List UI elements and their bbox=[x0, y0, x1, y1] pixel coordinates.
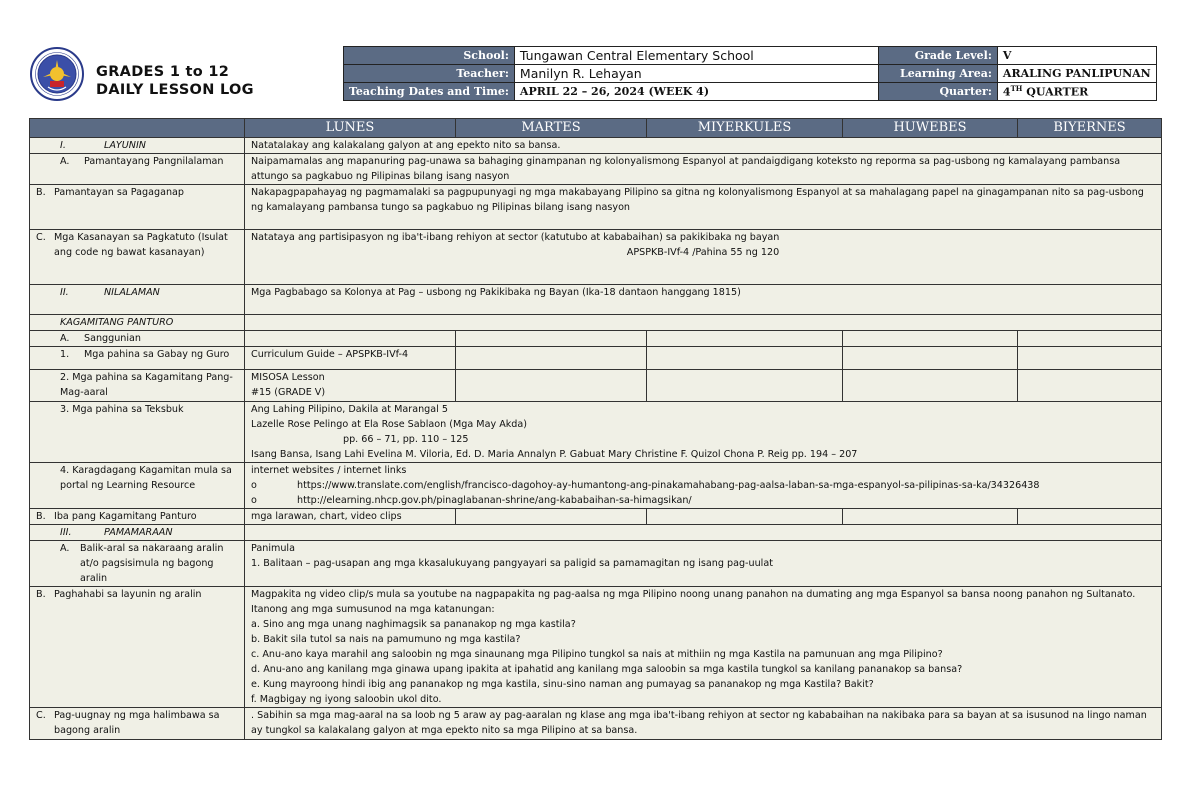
text-pag-uugnay: . Sabihin sa mga mag-aaral na sa loob ng 5 araw ay pag-aaralan ng klase ang mga iba't-ibang rehiyon at sector ng kababaihan na nakibaka para sa bayan at sa isusunod na lingo naman ay tungkol sa kalakalang galyon at mga epekto nito sa mga Pilipino at sa bansa. bbox=[245, 708, 1162, 740]
row-paghahabi bbox=[30, 587, 1162, 708]
label-iba-pang-kagamitan: B. Iba pang Kagamitang Panturo bbox=[30, 509, 245, 525]
label-balik-aral: A. Balik-aral sa nakaraang aralin at/o pagsisimula ng bagong aralin bbox=[30, 541, 245, 587]
text-kagamitang-pang-mag-aaral: MISOSA Lesson #15 (GRADE V) bbox=[245, 370, 456, 402]
row-pamantayan-pagganap bbox=[30, 185, 1162, 230]
quarter-label: Quarter: bbox=[878, 83, 997, 101]
teacher-value: Manilyn R. Lehayan bbox=[514, 65, 878, 83]
text-balik-aral: Panimula 1. Balitaan – pag-usapan ang mga kkasalukuyang pangyayari sa paligid sa pamamagitan ng isang pag-uulat bbox=[245, 541, 1162, 587]
day-biyernes: BIYERNES bbox=[1018, 119, 1162, 138]
teaching-dates-label: Teaching Dates and Time: bbox=[344, 83, 515, 101]
header-info-table bbox=[343, 46, 1157, 101]
row-teksbuk bbox=[30, 402, 1162, 463]
quarter-number: 4 bbox=[1002, 85, 1011, 99]
label-pamantayan-pagganap: B. Pamantayan sa Pagaganap bbox=[30, 185, 245, 230]
label-nilalaman: II. NILALAMAN bbox=[30, 285, 245, 315]
text-kasanayan: Natataya ang partisipasyon ng iba't-ibang rehiyon at sector (katutubo at kababaihan) sa pakikibaka ng bayan APSPKB-IVf-4 /Pahina 55 ng 120 bbox=[245, 230, 1162, 285]
label-gabay-guro: 1. Mga pahina sa Gabay ng Guro bbox=[30, 347, 245, 370]
label-layunin: I. LAYUNIN bbox=[30, 138, 245, 154]
label-kasanayan: C. Mga Kasanayan sa Pagkatuto (Isulat ang code ng bawat kasanayan) bbox=[30, 230, 245, 285]
document-title bbox=[96, 63, 254, 99]
row-iba-pang-kagamitan bbox=[30, 509, 1162, 525]
row-sanggunian bbox=[30, 331, 1162, 347]
row-kagamitang-pang-mag-aaral bbox=[30, 370, 1162, 402]
text-pamantayan-pagganap: Nakapagpapahayag ng pagmamalaki sa pagpupunyagi ng mga makabayang Pilipino sa gitna ng kolonyalismong Espanyol at sa mahalagang papel na ginagampanan nito sa pag-usbong ng kamalayang pambansa tungo sa pagkabuo ng Pilipinas bilang isang nasyon bbox=[245, 185, 1162, 230]
teacher-label: Teacher: bbox=[344, 65, 515, 83]
text-nilalaman: Mga Pagbabago sa Kolonya at Pag – usbong ng Pakikibaka ng Bayan (Ika-18 dantaon hanggang 1815) bbox=[245, 285, 1162, 315]
day-miyerkules: MIYERKULES bbox=[647, 119, 843, 138]
quarter-suffix: TH bbox=[1010, 84, 1023, 94]
text-iba-pang-kagamitan: mga larawan, chart, video clips bbox=[245, 509, 456, 525]
label-pamantayang-pangnilalaman: A. Pamantayang Pangnilalaman bbox=[30, 154, 245, 185]
row-pamantayang-pangnilalaman bbox=[30, 154, 1162, 185]
text-gabay-guro: Curriculum Guide – APSPKB-IVf-4 bbox=[245, 347, 456, 370]
row-karagdagang-kagamitan bbox=[30, 463, 1162, 509]
label-kagamitang-panturo: KAGAMITANG PANTURO bbox=[30, 315, 245, 331]
link-nhcp-kababaihan[interactable]: http://elearning.nhcp.gov.ph/pinaglabanan-shrine/ang-kababaihan-sa-himagsikan/ bbox=[297, 495, 692, 506]
school-label: School: bbox=[344, 47, 515, 65]
title-line-grades: GRADES 1 to 12 bbox=[96, 64, 230, 80]
label-pag-uugnay: C. Pag-uugnay ng mga halimbawa sa bagong aralin bbox=[30, 708, 245, 740]
row-balik-aral bbox=[30, 541, 1162, 587]
header-blank bbox=[30, 119, 245, 138]
link-translate-dagohoy[interactable]: https://www.translate.com/english/francisco-dagohoy-ay-humantong-ang-pinakamahabang-pag-aalsa-laban-sa-mga-espanyol-sa-pilipinas-sa-ka/34326438 bbox=[297, 480, 1040, 491]
school-value: Tungawan Central Elementary School bbox=[514, 47, 878, 65]
text-layunin: Natatalakay ang kalakalang galyon at ang epekto nito sa bansa. bbox=[245, 138, 1162, 154]
learning-area-label: Learning Area: bbox=[878, 65, 997, 83]
learning-area-value: ARALING PANLIPUNAN bbox=[997, 65, 1156, 83]
grade-level-label: Grade Level: bbox=[878, 47, 997, 65]
quarter-value bbox=[997, 83, 1156, 101]
label-pamamaraan: III. PAMAMARAAN bbox=[30, 525, 245, 541]
row-pamamaraan bbox=[30, 525, 1162, 541]
row-kasanayan bbox=[30, 230, 1162, 285]
row-gabay-guro bbox=[30, 347, 1162, 370]
label-kagamitang-pang-mag-aaral: 2. Mga pahina sa Kagamitang Pang-Mag-aaral bbox=[30, 370, 245, 402]
text-pamantayang-pangnilalaman: Naipamamalas ang mapanuring pag-unawa sa bahaging ginampanan ng kolonyalismong Espanyol at pandaigdigang koteksto ng reporma sa pag-usbong ng kamalayang pambansa attungo sa pagkabuo ng Pilipinas bilang isang nasyon bbox=[245, 154, 1162, 185]
text-paghahabi: Magpakita ng video clip/s mula sa youtube na nagpapakita ng pag-aalsa ng mga Pilipino noong unang panahon na dumating ang mga Espanyol sa bansa noong panahon ng Sultanato. Itanong ang mga sumusunod na mga katanungan: a. Sino ang mga unang naghimagsik sa pananakop ng mga kastila? b. Bakit sila tutol sa nais na pamumuno ng mga kastila? c. Anu-ano kaya marahil ang saloobin ng mga sinaunang mga Pilipino tungkol sa nais at mithiin ng mga Kastila na pamunuan ang mga Pilipino? d. Anu-ano ang kanilang mga ginawa upang ipakita at ipahatid ang kanilang mga saloobin sa mga kastila tungkol sa kanilang pananakop sa bansa? e. Kung mayroong hindi ibig ang pananakop ng mga kastila, sinu-sino naman ang pumayag sa pananakop ng mga Kastila? Bakit? f. Magbigay ng iyong saloobin ukol dito. bbox=[245, 587, 1162, 708]
row-pag-uugnay bbox=[30, 708, 1162, 740]
teaching-dates-value: APRIL 22 – 26, 2024 (WEEK 4) bbox=[514, 83, 878, 101]
label-teksbuk: 3. Mga pahina sa Teksbuk bbox=[30, 402, 245, 463]
text-teksbuk: Ang Lahing Pilipino, Dakila at Marangal 5 Lazelle Rose Pelingo at Ela Rose Sablaon (Mga May Akda) pp. 66 – 71, pp. 110 – 125 Isang Bansa, Isang Lahi Evelina M. Viloria, Ed. D. Maria Annalyn P. Gabuat Mary Christine F. Quizol Chona P. Reig pp. 194 – 207 bbox=[245, 402, 1162, 463]
deped-seal-logo bbox=[30, 47, 84, 101]
row-layunin bbox=[30, 138, 1162, 154]
row-kagamitang-panturo bbox=[30, 315, 1162, 331]
label-paghahabi: B. Paghahabi sa layunin ng aralin bbox=[30, 587, 245, 708]
title-line-dll: DAILY LESSON LOG bbox=[96, 82, 254, 98]
text-karagdagang-kagamitan: internet websites / internet links o https://www.translate.com/english/francisco-dagohoy-ay-humantong-ang-pinakamahabang-pag-aalsa-laban-sa-mga-espanyol-sa-pilipinas-sa-ka/34326438 o http://elearning.nhcp.gov.ph/pinaglabanan-shrine/ang-kababaihan-sa-himagsikan/ bbox=[245, 463, 1162, 509]
grade-level-value: V bbox=[997, 47, 1156, 65]
row-nilalaman bbox=[30, 285, 1162, 315]
quarter-word: QUARTER bbox=[1022, 85, 1089, 99]
day-header-row bbox=[30, 119, 1162, 138]
text-kagamitang-panturo bbox=[245, 315, 1162, 331]
day-martes: MARTES bbox=[456, 119, 647, 138]
label-karagdagang-kagamitan: 4. Karagdagang Kagamitan mula sa portal ng Learning Resource bbox=[30, 463, 245, 509]
label-sanggunian: A. Sanggunian bbox=[30, 331, 245, 347]
day-huwebes: HUWEBES bbox=[843, 119, 1018, 138]
lesson-log-table bbox=[29, 118, 1162, 740]
day-lunes: LUNES bbox=[245, 119, 456, 138]
kasanayan-code: APSPKB-IVf-4 /Pahina 55 ng 120 bbox=[626, 247, 780, 258]
